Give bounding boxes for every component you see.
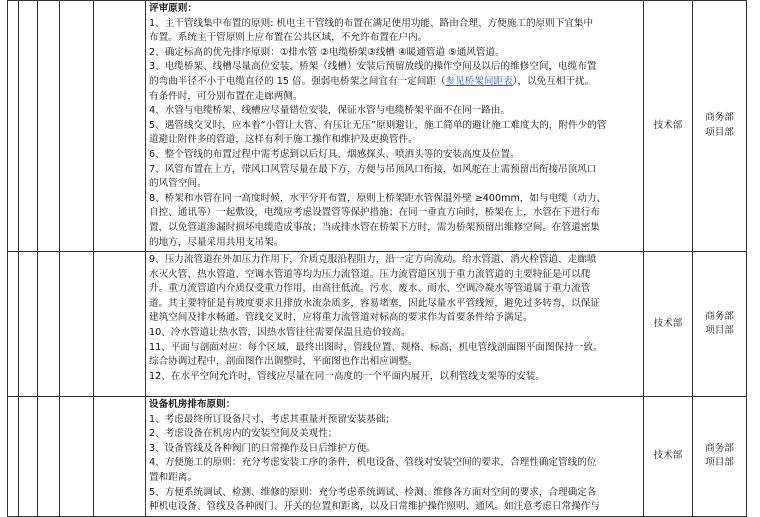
responsible-label: 项目部 bbox=[705, 457, 734, 469]
blank-cell bbox=[8, 397, 19, 517]
text-line: 置，以免管道渗漏时损坏电缆造成事故；当成排水管在桥架下方时，需为桥架预留出维修空间。在管道密集 bbox=[149, 221, 600, 233]
blank-cell bbox=[38, 397, 60, 517]
text-line: 道避让附件多的管道，这样有利于施工操作和维护及更换管件。 bbox=[149, 134, 418, 146]
blank-cell bbox=[60, 397, 94, 517]
section-heading: 评审原则： bbox=[149, 3, 197, 14]
blank-cell bbox=[38, 252, 60, 397]
text-line: 的弯曲半径不小于电缆直径的 15 倍。强弱电桥架之间宜有一定间距（参见桥架间距表），以免互相干扰。 bbox=[149, 75, 595, 87]
text-line: 3、设备管线及各种阀门的日常操作及日后维护方便。 bbox=[149, 442, 376, 454]
table-row bbox=[8, 252, 747, 397]
text-line: 7、风管布置在上方，带风口风管尽量在最下方，方便与吊顶风口衔接，如风舵在上需预留出衔接吊顶风口 bbox=[149, 163, 597, 175]
text-line: 11、平面与剖面对应：每个区域，最终出图时，管线位置、规格、标高，机电管线剖面图平面图保持一致。 bbox=[149, 341, 603, 353]
text-line: 4、水管与电缆桥架、线槽应尽量错位安装，保证水管与电缆桥架平面不在同一路由。 bbox=[149, 105, 511, 117]
reference-link: 参见桥架间距表 bbox=[445, 75, 513, 87]
department-label: 技术部 bbox=[653, 119, 683, 131]
blank-cell bbox=[38, 1, 60, 252]
text-line: 12、在水平空间允许时，管线应尽量在同一高度的一个平面内展开，以利管线支架等的安装。 bbox=[149, 370, 545, 382]
text-line: 9、压力流管道在外加压力作用下，介质克服沿程阻力，沿一定方向流动。给水管道、消火栓管道、走廊喷 bbox=[149, 254, 597, 266]
table-row bbox=[8, 1, 747, 252]
text-line: 道。其主要特征是有坡度要求且排放水流杂质多，容易堵塞，因此尽量水平管线短，避免过多转弯，以保证 bbox=[149, 297, 600, 309]
department-cell bbox=[644, 1, 693, 252]
text-line: 3、电缆桥架、线槽尽量高位安装，桥架（线槽）安装后预留放线的操作空间及以后的维修空间，电缆布置 bbox=[149, 61, 597, 73]
text-line: 水灭火管、热水管道、空调水管道等均为压力流管道。压力流管道区别于重力流管道的主要特征是可以爬 bbox=[149, 268, 591, 280]
text-line: 升。重力流管道内介质仅受重力作用，由高往低流。污水、废水、雨水、空调冷凝水等管道属于重力流管 bbox=[149, 283, 591, 295]
text-line: 综合协调过程中，剖面图作出调整时，平面图也作出相应调整。 bbox=[149, 356, 418, 368]
text-line: 1、考虑最终所订设备尺寸，考虑其重量并预留安装基础； bbox=[149, 413, 395, 425]
principles-cell bbox=[146, 397, 644, 517]
text-line: 2、确定标高的优先排序原则：①排水管 ②电缆桥架③线槽 ④暖通管道 ⑤通风管道。 bbox=[149, 46, 505, 58]
responsible-label: 项目部 bbox=[705, 325, 734, 337]
responsible-label: 商务部 bbox=[705, 112, 734, 124]
text-line: 4、方便施工的原则：充分考虑安装工序的条件，机电设备、管线对安装空间的要求，合理性确定管线的位 bbox=[149, 457, 597, 469]
responsible-cell bbox=[693, 252, 747, 397]
text-line: 置和距离。 bbox=[149, 472, 197, 484]
blank-cell bbox=[8, 1, 19, 252]
text-line: 8、桥架和水管在同一高度时候，水平分开布置，原则上桥架距水管保温外壁 ≥400mm，如与电缆（动力、 bbox=[149, 192, 607, 204]
responsible-label: 商务部 bbox=[705, 310, 734, 322]
blank-cell bbox=[60, 252, 94, 397]
text-line: 10、冷水管道让热水管，因热水管往往需要保温且造价较高。 bbox=[149, 327, 411, 339]
text-line: 1、主干管线集中布置的原则: 机电主干管线的布置在满足使用功能、路由合理、方便施工的原则下宜集中 bbox=[149, 17, 594, 29]
text-line: 2、考虑设备在机房内的安装空间及美观性； bbox=[149, 428, 338, 440]
principles-cell bbox=[146, 1, 644, 252]
table-row bbox=[8, 397, 747, 517]
blank-cell bbox=[94, 397, 146, 517]
review-table bbox=[7, 0, 747, 517]
text-line: 种机电设备、管线及各种阀门、开关的位置和距离，以及日常维护操作照明、通风。如注意考虑日常操作与 bbox=[149, 501, 600, 513]
department-label: 技术部 bbox=[653, 317, 683, 329]
blank-cell bbox=[94, 252, 146, 397]
text-line: 的风管空间。 bbox=[149, 178, 207, 190]
responsible-label: 项目部 bbox=[705, 127, 734, 139]
responsible-cell bbox=[693, 397, 747, 517]
section-heading: 设备机房排布原则： bbox=[149, 399, 236, 411]
department-cell bbox=[644, 252, 693, 397]
text-line: 建筑空间及排水畅通。管线交叉时，应将重力流管道对标高的要求作为首要条件给予满足。 bbox=[149, 312, 533, 324]
responsible-label: 商务部 bbox=[705, 442, 734, 454]
blank-cell bbox=[19, 397, 38, 517]
text-line: 自控、通讯等）一起敷设，电缆应考虑设置管等保护措施；在同一垂直方向时，桥架在上，水管在下进行布 bbox=[149, 207, 600, 219]
blank-cell bbox=[94, 1, 146, 252]
principles-cell bbox=[146, 252, 644, 397]
department-label: 技术部 bbox=[653, 450, 683, 462]
text-line: 6、整个管线的布置过程中需考虑到以后灯具、烟感探头、喷洒头等的安装高度及位置。 bbox=[149, 148, 520, 160]
blank-cell bbox=[19, 252, 38, 397]
text-line: 的地方，尽量采用共用支吊架。 bbox=[149, 236, 284, 248]
text-line: 5、遇管线交叉时，应本着“小管让大管、有压让无压”原则避让，施工简单的避让施工难度大的，附件少的管 bbox=[149, 119, 607, 131]
text-line: 布置。系统主干管原则上应布置在公共区域，不允许布置在户内。 bbox=[149, 32, 428, 44]
responsible-cell bbox=[693, 1, 747, 252]
department-cell bbox=[644, 397, 693, 517]
blank-cell bbox=[60, 1, 94, 252]
text-line: 5、方便系统调试、检测、维修的原则：充分考虑系统调试、检测、维修各方面对空间的要求，合理确定各 bbox=[149, 486, 597, 498]
blank-cell bbox=[8, 252, 19, 397]
blank-cell bbox=[19, 1, 38, 252]
text-line: 有条件时，可分别布置在走廊两侧。 bbox=[149, 90, 303, 102]
